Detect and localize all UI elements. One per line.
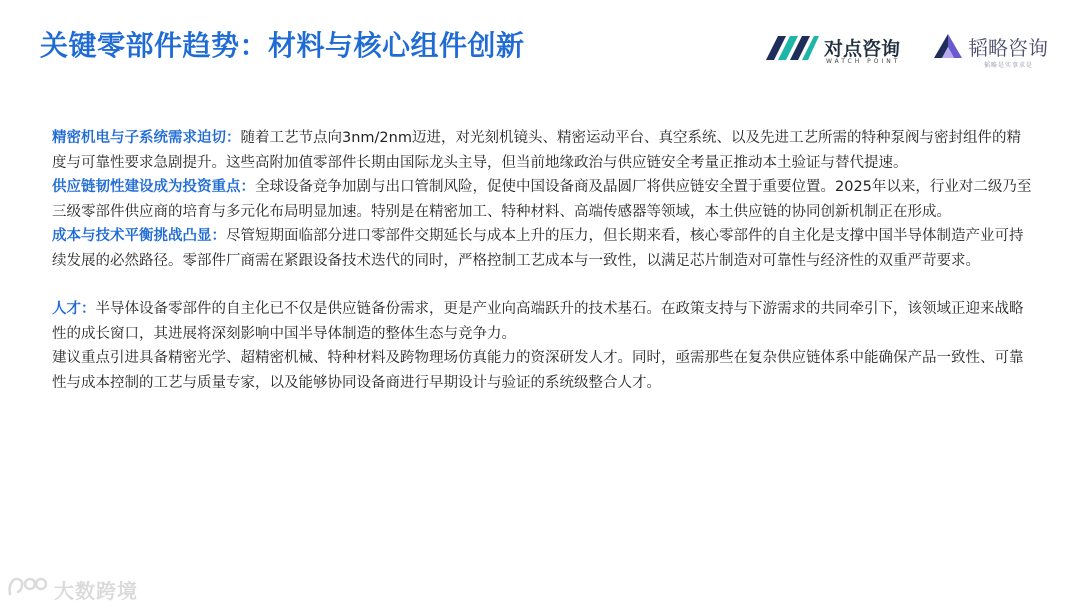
- watermark-logo-icon: [6, 572, 50, 602]
- paragraph-supply-chain: [52, 175, 1032, 224]
- taolue-logo-subtitle: 韬略是实事求是: [984, 62, 1034, 69]
- paragraph-text: 随着工艺节点向3nm/2nm迈进，对光刻机镜头、精密运动平台、真空系统、以及先进工艺所需的特种泵阀与密封组件的精度与可靠性要求急剧提升。这些高附加值零部件长期由国际龙头主导，但当前地缘政治与供应链安全考量正推动本土验证与替代提速。: [52, 130, 1021, 171]
- watch-point-logo: [764, 28, 914, 68]
- page-title: 关键零部件趋势：材料与核心组件创新: [40, 29, 525, 62]
- paragraph-text: 半导体设备零部件的自主化已不仅是供应链备份需求，更是产业向高端跃升的技术基石。在政策支持与下游需求的共同牵引下，该领域正迎来战略性的成长窗口，其进展将深刻影响中国半导体制造的整体生态与竞争力。: [52, 301, 1024, 342]
- paragraph-cost-tech-balance: [52, 224, 1032, 273]
- paragraph-spacer: [52, 273, 1032, 297]
- watermark-text: 大数跨境: [54, 579, 138, 603]
- paragraph-text: 建议重点引进具备精密光学、超精密机械、特种材料及跨物理场仿真能力的资深研发人才。同时，亟需那些在复杂供应链体系中能确保产品一致性、可靠性与成本控制的工艺与质量专家，以及能够协同设备商进行早期设计与验证的系统级整合人才。: [52, 350, 1024, 391]
- paragraph-text: 全球设备竞争加剧与出口管制风险，促使中国设备商及晶圆厂将供应链安全置于重要位置。2025年以来，行业对二级乃至三级零部件供应商的培育与多元化布局明显加速。特别是在精密加工、特种材料、高端传感器等领域，本土供应链的协同创新机制正在形成。: [52, 179, 1032, 220]
- main-content: [52, 126, 1032, 395]
- paragraph-label: 供应链韧性建设成为投资重点：: [52, 179, 255, 195]
- watch-point-logo-mark: [764, 30, 820, 66]
- taolue-logo: [932, 30, 1062, 70]
- paragraph-talent: [52, 297, 1032, 346]
- paragraph-label: 人才：: [52, 301, 96, 317]
- watch-point-logo-subtitle: WATCH POINT: [826, 58, 901, 65]
- paragraph-label: 精密机电与子系统需求迫切：: [52, 130, 241, 146]
- paragraph-precision-demand: [52, 126, 1032, 175]
- watch-point-logo-name: 对点咨询: [824, 38, 901, 60]
- paragraph-text: 尽管短期面临部分进口零部件交期延长与成本上升的压力，但长期来看，核心零部件的自主化是支撑中国半导体制造产业可持续发展的必然路径。零部件厂商需在紧跟设备技术迭代的同时，严格控制工艺成本与一致性，以满足芯片制造对可靠性与经济性的双重严苛要求。: [52, 228, 1024, 269]
- paragraph-talent-recommendation: [52, 346, 1032, 395]
- taolue-logo-mark: [932, 32, 964, 62]
- paragraph-label: 成本与技术平衡挑战凸显：: [52, 228, 226, 244]
- taolue-logo-name: 韬略咨询: [968, 36, 1048, 60]
